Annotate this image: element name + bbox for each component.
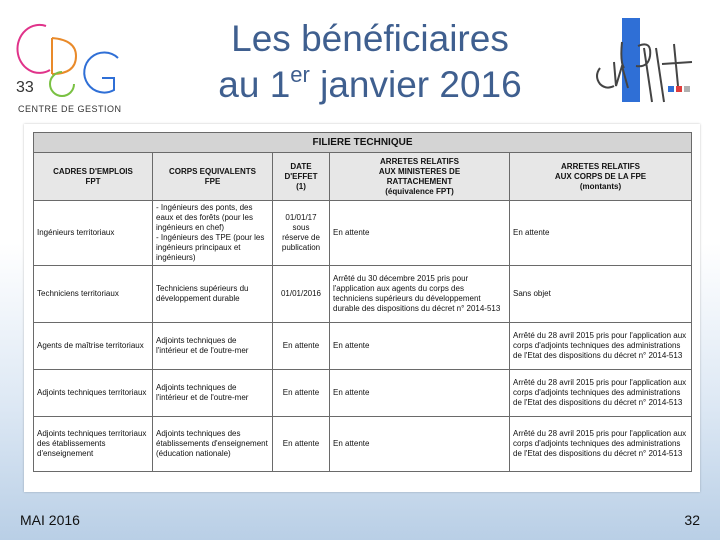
cell-cadre: Adjoints techniques territoriaux des établissements d'enseignement [34, 417, 153, 472]
title-line-1: Les bénéficiaires [231, 18, 509, 59]
cell-date: 01/01/17 sous réserve de publication [273, 201, 330, 266]
cell-arrete-ministere: En attente [330, 417, 510, 472]
cell-arrete-ministere: En attente [330, 201, 510, 266]
cdg33-logo [14, 14, 126, 118]
cell-arrete-corps: Arrêté du 28 avril 2015 pris pour l'application aux corps d'adjoints techniques des administrations de l'Etat des dispositions du décret n° 2014-513 [510, 370, 692, 417]
title-superscript: er [290, 62, 310, 87]
cell-cadre: Ingénieurs territoriaux [34, 201, 153, 266]
logo-caption: CENTRE DE GESTION [18, 104, 122, 114]
cell-date: 01/01/2016 [273, 266, 330, 323]
cell-arrete-corps: Sans objet [510, 266, 692, 323]
cell-corps: Techniciens supérieurs du développement durable [153, 266, 273, 323]
title-line-2: au 1er janvier 2016 [218, 62, 522, 105]
footer-date: MAI 2016 [20, 512, 80, 528]
filiere-technique-table [33, 132, 692, 472]
table-row [34, 201, 692, 266]
cell-arrete-ministere: Arrêté du 30 décembre 2015 pris pour l'application aux agents du corps des techniciens supérieurs du développement durable des dispositions du décret n° 2014-513 [330, 266, 510, 323]
cell-corps: - Ingénieurs des ponts, des eaux et des forêts (pour les ingénieurs en chef) - Ingénieurs des TPE (pour les ingénieurs principaux et ingénieurs) [153, 201, 273, 266]
cell-arrete-corps: Arrêté du 28 avril 2015 pris pour l'application aux corps d'adjoints techniques des administrations de l'Etat des dispositions du décret n° 2014-513 [510, 323, 692, 370]
cell-arrete-ministere: En attente [330, 370, 510, 417]
cell-corps: Adjoints techniques des établissements d'enseignement (éducation nationale) [153, 417, 273, 472]
cell-date: En attente [273, 417, 330, 472]
table-row [34, 323, 692, 370]
header-arretes-ministeres: ARRETES RELATIFS AUX MINISTERES DE RATTACHEMENT (équivalence FPT) [330, 153, 510, 201]
cell-date: En attente [273, 323, 330, 370]
cell-cadre: Agents de maîtrise territoriaux [34, 323, 153, 370]
header-cadres: CADRES D'EMPLOIS FPT [34, 153, 153, 201]
table-sheet [24, 124, 700, 492]
cell-cadre: Techniciens territoriaux [34, 266, 153, 323]
cell-arrete-ministere: En attente [330, 323, 510, 370]
table-row [34, 370, 692, 417]
header-date: DATE D'EFFET (1) [273, 153, 330, 201]
cell-corps: Adjoints techniques de l'intérieur et de l'outre-mer [153, 323, 273, 370]
logo-number: 33 [16, 79, 34, 96]
cnfpt-logo [592, 18, 704, 106]
header-corps: CORPS EQUIVALENTS FPE [153, 153, 273, 201]
cell-date: En attente [273, 370, 330, 417]
logo-blue-band [622, 18, 640, 102]
cell-corps: Adjoints techniques de l'intérieur et de l'outre-mer [153, 370, 273, 417]
slide-title [150, 16, 590, 108]
cell-arrete-corps: En attente [510, 201, 692, 266]
cell-arrete-corps: Arrêté du 28 avril 2015 pris pour l'application aux corps d'adjoints techniques des administrations de l'Etat des dispositions du décret n° 2014-513 [510, 417, 692, 472]
page-number: 32 [684, 512, 700, 528]
table-row [34, 417, 692, 472]
table-row [34, 266, 692, 323]
logo-text: le cnfpt [592, 18, 596, 19]
cell-cadre: Adjoints techniques territoriaux [34, 370, 153, 417]
table-band-title: FILIERE TECHNIQUE [34, 133, 692, 153]
header-arretes-corps: ARRETES RELATIFS AUX CORPS DE LA FPE (montants) [510, 153, 692, 201]
